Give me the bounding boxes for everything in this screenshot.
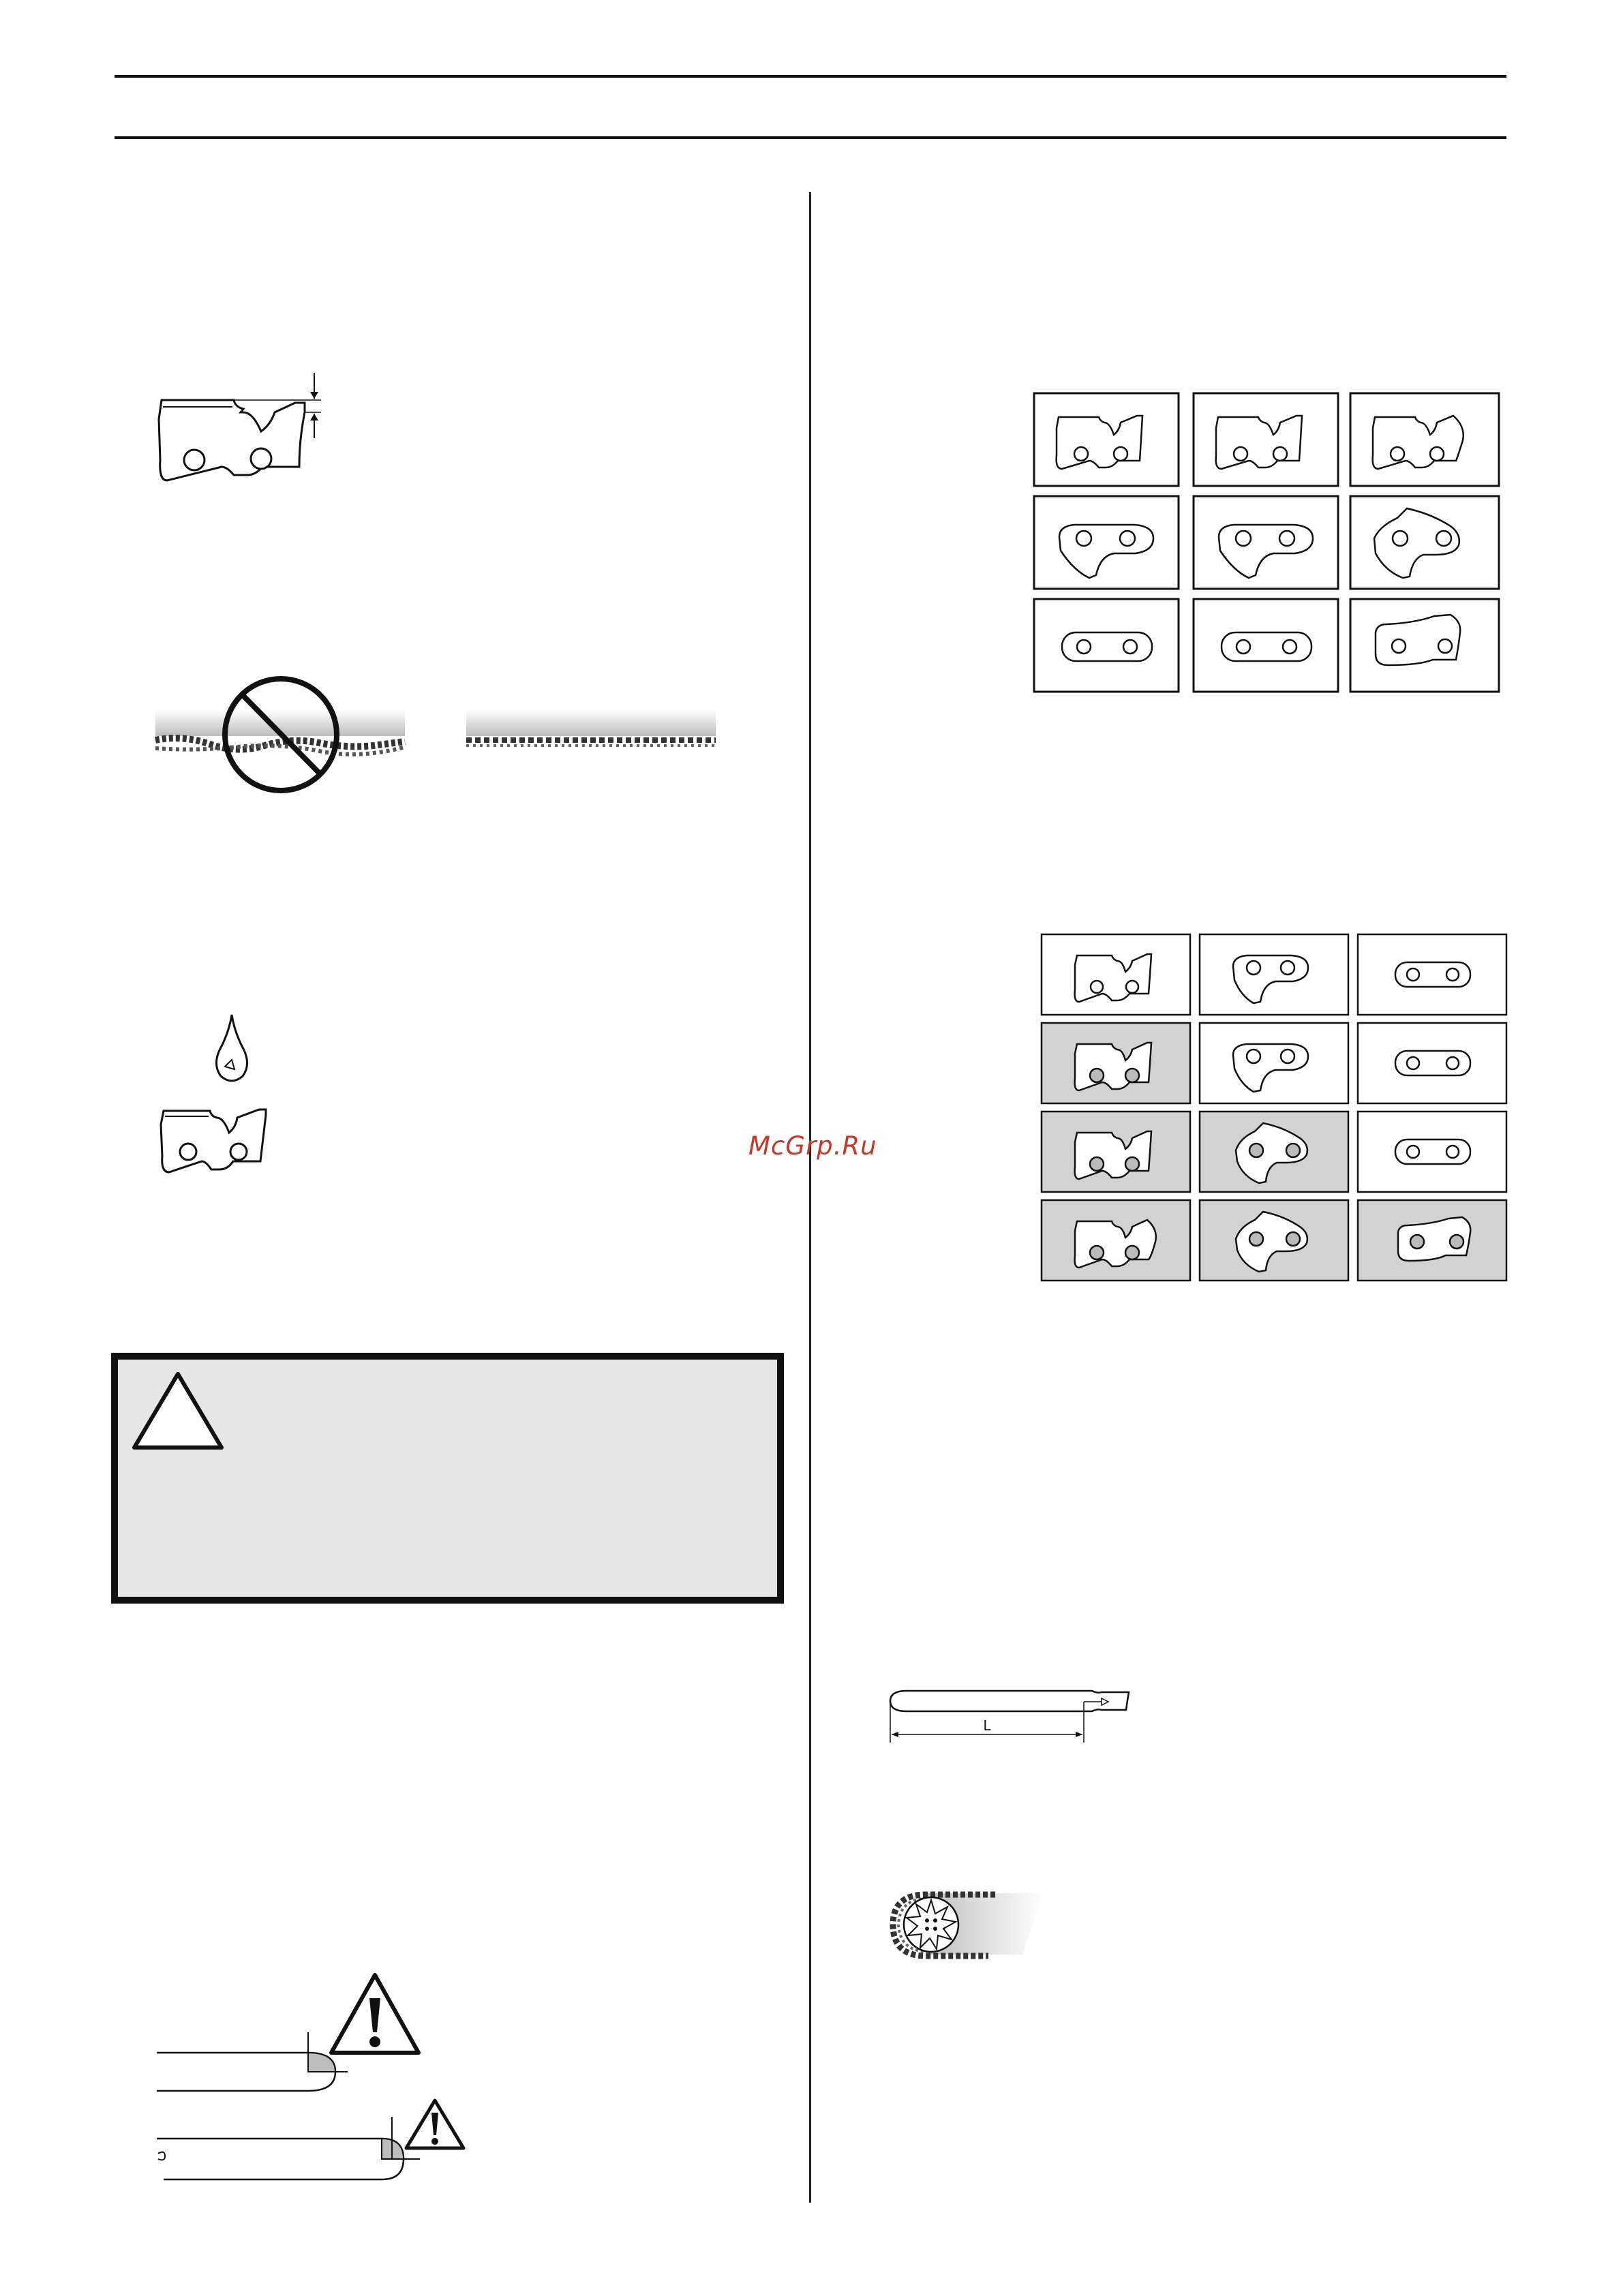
column-divider [809,192,811,2203]
chain-types-grid [1033,393,1500,694]
combo-cell-cutter-row3 [1042,1112,1190,1192]
grid-cell-drive-link-2 [1194,496,1338,589]
guide-bar-icon [886,1687,1138,1755]
combo-cell-drive-row1 [1200,934,1348,1015]
cutter-link-icon [157,1104,279,1176]
oil-drop-icon [211,1012,252,1087]
combo-cell-drive-row3 [1200,1112,1348,1192]
grid-cell-drive-link-3 [1350,496,1499,589]
grid-cell-tie-strap-3 [1350,599,1499,692]
grid-cell-cutter-2 [1194,393,1338,486]
combo-cell-cutter-row2 [1042,1023,1190,1103]
combo-cell-tie-row1 [1358,934,1506,1015]
sprocket-nose-icon [886,1880,1091,1975]
watermark: McGrp.Ru [748,1131,877,1161]
header-rule-bottom [115,136,1506,139]
grid-cell-tie-strap-1 [1034,599,1179,692]
combo-cell-tie-row3 [1358,1112,1506,1192]
chain-correct-icon [466,710,718,758]
grid-cell-cutter-1 [1034,393,1179,486]
combo-cell-drive-row4 [1200,1200,1348,1281]
header-rule-top [115,75,1506,78]
kickback-warning-icon [157,1970,477,2188]
warning-box [111,1353,784,1604]
grid-cell-drive-link-1 [1034,496,1179,589]
combo-cell-drive-row2 [1200,1023,1348,1103]
combo-cell-tie-row2 [1358,1023,1506,1103]
grid-cell-tie-strap-2 [1194,599,1338,692]
combo-cell-cutter-row4 [1042,1200,1190,1281]
combo-cell-cutter-row1 [1042,934,1190,1015]
prohibited-icon [155,675,408,797]
chain-combinations-grid [1041,934,1507,1281]
combo-cell-tie-row4 [1358,1200,1506,1281]
grid-cell-cutter-3 [1350,393,1499,486]
depth-gauge-icon [153,371,331,494]
warning-triangle-icon [130,1370,226,1452]
bar-length-label: L [983,1717,991,1734]
